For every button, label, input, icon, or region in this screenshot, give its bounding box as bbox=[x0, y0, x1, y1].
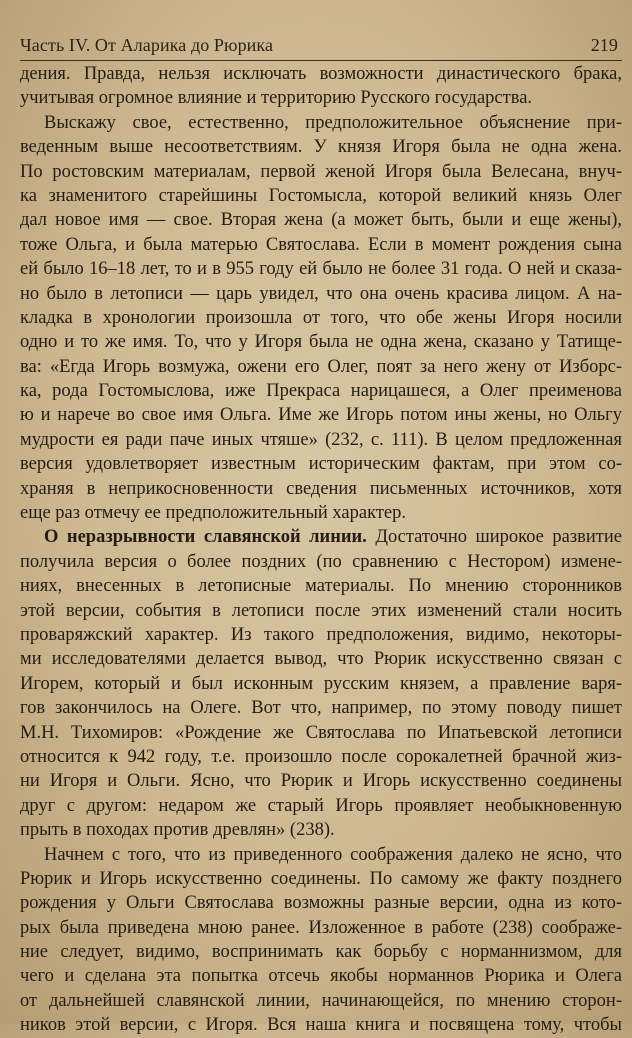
paragraph-1 bbox=[20, 62, 622, 111]
paragraph-4 bbox=[20, 843, 622, 1038]
text-line: ми исследователями делается вывод, что Рюрик искусственно связан с bbox=[20, 649, 622, 670]
text-line: но было в летописи — царь увидел, что она очень красива лицом. А на- bbox=[20, 283, 622, 304]
text-line: друг с другом: недаром же старый Игорь проявляет необыкновенную bbox=[20, 795, 622, 816]
text-line: рых была приведена мною ранее. Изложенное в работе (238) соображе- bbox=[20, 917, 622, 938]
text-line: мудрости ея ради паче иных чтяше» (232, с. 111). В целом предложенная bbox=[20, 429, 622, 450]
text-line: провaряжский характер. Из такого предположения, видимо, некоторы- bbox=[20, 624, 622, 645]
chapter-title: Часть IV. От Аларика до Рюрика bbox=[20, 35, 274, 55]
text-line: относится к 942 году, т.е. произошло после сорокалетней брачной жиз- bbox=[20, 746, 622, 767]
header-rule bbox=[20, 60, 622, 61]
text-line: веденным выше несоответствиям. У князя Игоря была не одна жена. bbox=[20, 137, 622, 158]
text-line bbox=[20, 525, 622, 549]
text-line: еще раз отмечу ее предположительный характер. bbox=[20, 503, 407, 524]
text-line: рождения у Ольги Святослава возможны разные версии, одна из кото- bbox=[20, 893, 622, 914]
text-fragment: Достаточно широкое развитие bbox=[366, 527, 622, 548]
text-line: храняя в неприкосновенности сведения письменных источников, хотя bbox=[20, 478, 622, 499]
text-line: дения. Правда, нельзя исключать возможности династического брака, bbox=[20, 64, 622, 84]
paragraph-3 bbox=[20, 525, 622, 842]
running-head bbox=[20, 34, 620, 56]
text-line: ка знаменитого старейшины Гостомысла, которой великий князь Олег bbox=[20, 185, 622, 206]
text-line: чего и сделана эта попытка отсечь якобы норманнов Рюрика и Олега bbox=[20, 966, 622, 987]
text-line: одно и то же имя. То, что у Игоря была не одна жена, сказано у Татище- bbox=[20, 332, 622, 353]
text-line: ние следует, видимо, воспринимать как борьбу с норманнизмом, для bbox=[20, 942, 622, 963]
body-text bbox=[20, 62, 622, 1038]
text-line: Игорем, который и был исконным русским князем, а правление варя- bbox=[20, 673, 622, 694]
text-line: ни Игоря и Ольги. Ясно, что Рюрик и Игорь искусственно соединены bbox=[20, 771, 622, 792]
text-line: прыть в походах против древлян» (238). bbox=[20, 820, 335, 841]
text-line: получила версия о более поздних (по сравнению с Нестором) измене- bbox=[20, 551, 622, 572]
text-line: ва: «Егда Игорь возмужа, ожени его Олег, поят за него жену от Изборс- bbox=[20, 356, 622, 377]
text-line: тоже Ольга, и была матерью Святослава. Если в момент рождения сына bbox=[20, 234, 622, 255]
text-line: ников этой версии, с Игоря. Вся наша книга и посвящена тому, чтобы bbox=[20, 1015, 622, 1036]
text-line: от дальнейшей славянской линии, начинающейся, по мнению сторон- bbox=[20, 990, 622, 1011]
text-line: этой версии, события в летописи после этих изменений стали носить bbox=[20, 600, 622, 621]
text-line: гов закончилось на Олеге. Вот что, например, по этому поводу пишет bbox=[20, 698, 622, 719]
text-line: ниях, внесенных в летописные материалы. По мнению сторонников bbox=[20, 576, 622, 597]
section-lead: О неразрывности славянской линии. bbox=[44, 527, 367, 548]
text-line: ей было 16–18 лет, то и в 955 году ей было не более 31 года. О ней и сказа- bbox=[20, 259, 622, 280]
paragraph-2 bbox=[20, 111, 622, 526]
text-line: Рюрик и Игорь искусственно соединены. По самому же факту позднего bbox=[20, 868, 622, 889]
text-line: Начнем с того, что из приведенного соображения далеко не ясно, что bbox=[44, 844, 622, 865]
text-line: дал новое имя — свое. Вторая жена (а может быть, были и еще жены), bbox=[20, 210, 622, 231]
text-line: кладка в хронологии произошла от того, что обе жены Игоря носили bbox=[20, 307, 622, 328]
text-line: ю и нарече во свое имя Ольга. Име же Игорь потом ины жены, но Ольгу bbox=[20, 405, 622, 426]
text-line: По ростовским материалам, первой женой Игоря была Велесана, внуч- bbox=[20, 161, 622, 182]
text-line: учитывая огромное влияние и территорию Русского государства. bbox=[20, 88, 533, 109]
text-line: версия удовлетворяет известным историческим фактам, при этом со- bbox=[20, 454, 622, 475]
text-line: М.Н. Тихомиров: «Рождение же Святослава по Ипатьевской летописи bbox=[20, 722, 622, 743]
page-number: 219 bbox=[590, 35, 618, 55]
text-line: ка, рода Гостомыслова, иже Прекраса нарицашеся, а Олег преименова bbox=[20, 381, 622, 402]
text-line: Выскажу свое, естественно, предположительное объяснение при- bbox=[44, 112, 622, 133]
